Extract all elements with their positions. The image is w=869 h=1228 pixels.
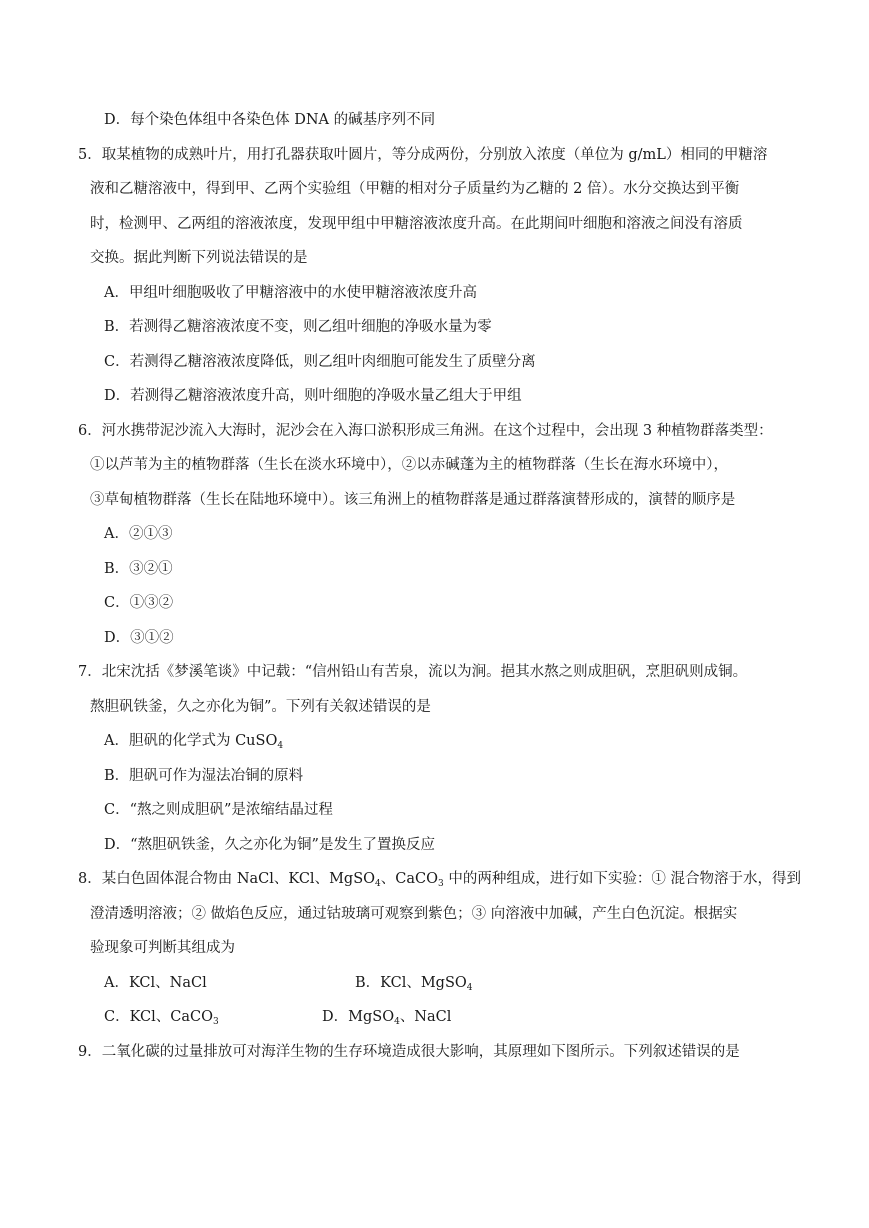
q8-stem-line-2: 澄清透明溶液；② 做焰色反应，通过钴玻璃可观察到紫色；③ 向溶液中加碱，产生白色沉淀。根据实 (90, 906, 738, 922)
q4-option-d: D．每个染色体组中各染色体 DNA 的碱基序列不同 (104, 112, 436, 128)
q7-stem-line-1: 7．北宋沈括《梦溪笔谈》中记载：“信州铅山有苦泉，流以为涧。挹其水熬之则成胆矾，烹胆矾则成铜。 (78, 664, 748, 680)
q8-option-d: D．MgSO$_4$、NaCl (322, 1009, 452, 1027)
q5-option-c: C．若测得乙糖溶液浓度降低，则乙组叶肉细胞可能发生了质壁分离 (104, 354, 536, 370)
q7-option-c: C．“熬之则成胆矾”是浓缩结晶过程 (104, 802, 333, 818)
q5-option-a: A．甲组叶细胞吸收了甲糖溶液中的水使甲糖溶液浓度升高 (104, 285, 477, 301)
q5-option-d: D．若测得乙糖溶液浓度升高，则叶细胞的净吸水量乙组大于甲组 (104, 388, 522, 404)
q5-option-b: B．若测得乙糖溶液浓度不变，则乙组叶细胞的净吸水量为零 (104, 319, 492, 335)
q8-option-a: A．KCl、NaCl (104, 975, 207, 991)
q5-stem-line-3: 时，检测甲、乙两组的溶液浓度，发现甲组中甲糖溶液浓度升高。在此期间叶细胞和溶液之间没有溶质 (90, 216, 743, 232)
q5-stem-line-2: 液和乙糖溶液中，得到甲、乙两个实验组（甲糖的相对分子质量约为乙糖的 2 倍）。水分交换达到平衡 (90, 181, 740, 197)
q8-option-b: B．KCl、MgSO$_4$ (355, 975, 473, 993)
q6-stem-line-3: ③草甸植物群落（生长在陆地环境中）。该三角洲上的植物群落是通过群落演替形成的，演替的顺序是 (90, 492, 736, 508)
q5-stem-line-1: 5．取某植物的成熟叶片，用打孔器获取叶圆片，等分成两份，分别放入浓度（单位为 g/mL）相同的甲糖溶 (78, 147, 768, 163)
q7-stem-line-2: 熬胆矾铁釜，久之亦化为铜”。下列有关叙述错误的是 (90, 699, 431, 715)
q6-option-d: D．③①② (104, 630, 174, 646)
q7-option-d: D．“熬胆矾铁釜，久之亦化为铜”是发生了置换反应 (104, 837, 435, 853)
q6-option-b: B．③②① (104, 561, 173, 577)
q5-stem-line-4: 交换。据此判断下列说法错误的是 (90, 250, 308, 266)
q7-option-a: A．胆矾的化学式为 CuSO$_4$ (104, 733, 284, 751)
q6-option-a: A．②①③ (104, 526, 173, 542)
q9-stem: 9．二氧化碳的过量排放可对海洋生物的生存环境造成很大影响，其原理如下图所示。下列叙述错误的是 (78, 1044, 740, 1060)
q8-stem-line-3: 验现象可判断其组成为 (90, 940, 235, 956)
q6-option-c: C．①③② (104, 595, 174, 611)
q8-stem-line-1: 8．某白色固体混合物由 NaCl、KCl、MgSO$_4$、CaCO$_3$ 中的两种组成，进行如下实验：① 混合物溶于水，得到 (78, 871, 801, 889)
q6-stem-line-2: ①以芦苇为主的植物群落（生长在淡水环境中），②以赤碱蓬为主的植物群落（生长在海水环境中）， (90, 457, 728, 473)
q7-option-b: B．胆矾可作为湿法冶铜的原料 (104, 768, 304, 784)
q6-stem-line-1: 6．河水携带泥沙流入大海时，泥沙会在入海口淤积形成三角洲。在这个过程中，会出现 3 种植物群落类型： (78, 423, 773, 439)
q8-option-c: C．KCl、CaCO$_3$ (104, 1009, 219, 1027)
